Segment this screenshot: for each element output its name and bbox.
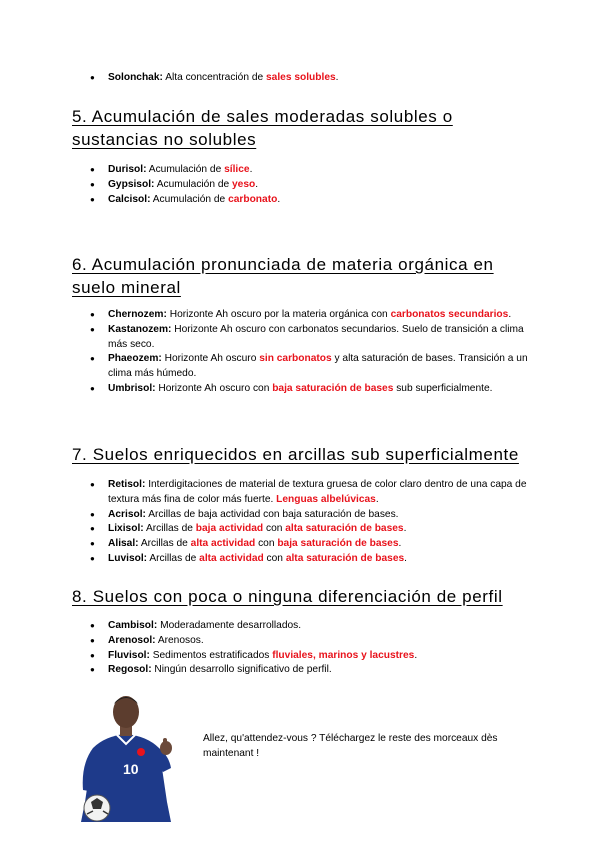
description-text: .: [375, 493, 379, 505]
description-text: con: [255, 538, 278, 550]
soil-term: Chernozem:: [108, 309, 167, 320]
download-promo-text: Allez, qu'attendez-vous ? Téléchargez le reste des morceaux dès maintenant !: [203, 733, 498, 759]
soil-list-item: [90, 508, 530, 523]
description-text: Horizonte Ah oscuro: [161, 353, 260, 365]
football-player-image: [75, 690, 177, 822]
description-text: Interdigitaciones de material de textura gruesa de color claro dentro de una capa de textura más fina de color más fuerte.: [108, 479, 527, 505]
soil-term: Umbrisol:: [108, 382, 156, 394]
description-text: Acumulación de: [146, 164, 225, 175]
description-text: Sedimentos estratificados: [149, 649, 273, 661]
soil-list-item: [90, 522, 530, 537]
soil-term: Arenosol:: [108, 634, 156, 646]
description-text: sub superficialmente.: [393, 382, 493, 394]
soil-list-item: [90, 193, 530, 208]
description-text: Horizonte Ah oscuro por la materia orgánica con: [166, 309, 391, 320]
soil-term: Phaeozem:: [108, 353, 162, 365]
highlighted-text: sílice: [224, 164, 250, 175]
soil-list-item: [90, 71, 530, 86]
description-text: Acumulación de: [150, 193, 229, 205]
description-text: Moderadamente desarrollados.: [157, 620, 302, 631]
description-text: .: [414, 649, 418, 661]
description-text: .: [403, 523, 407, 535]
description-text: Horizonte Ah oscuro con carbonatos secundarios. Suelo de transición a clima más seco.: [108, 323, 524, 350]
jersey-number: 10: [123, 761, 139, 777]
description-text: .: [255, 178, 259, 190]
soil-term: Gypsisol:: [108, 178, 155, 190]
soil-list-item: [90, 537, 530, 552]
highlighted-text: sales solubles: [266, 72, 336, 83]
description-text: con: [263, 552, 286, 564]
description-text: .: [335, 72, 339, 83]
soil-term: Lixisol:: [108, 523, 144, 535]
soil-term: Kastanozem:: [108, 323, 172, 335]
description-text: .: [404, 552, 407, 564]
list-section-6: [90, 308, 530, 397]
highlighted-text: alta actividad: [190, 538, 256, 550]
soil-term: Calcisol:: [108, 193, 151, 205]
description-text: Arcillas de: [138, 538, 191, 550]
soil-term: Fluvisol:: [108, 649, 150, 661]
list-section-8: [90, 619, 530, 678]
description-text: y alta saturación de bases. Transición a un clima más húmedo.: [108, 353, 528, 380]
description-text: .: [508, 309, 512, 320]
soil-term: Regosol:: [108, 664, 152, 676]
description-text: .: [277, 193, 281, 205]
soil-term: Retisol:: [108, 479, 146, 490]
heading-section-7: 7. Suelos enriquecidos en arcillas sub superficialmente: [72, 445, 519, 464]
heading-section-6: 6. Acumulación pronunciada de materia orgánica en suelo mineral: [72, 255, 494, 297]
description-text: .: [398, 538, 402, 550]
soil-term: Durisol:: [108, 164, 147, 175]
heading-section-5: 5. Acumulación de sales moderadas solubles o sustancias no solubles: [72, 107, 453, 149]
highlighted-text: fluviales, marinos y lacustres: [272, 649, 415, 661]
highlighted-text: alta actividad: [199, 552, 264, 564]
highlighted-text: yeso: [232, 178, 256, 190]
soil-list-item: [90, 552, 530, 567]
soil-term: Alisal:: [108, 538, 139, 550]
soil-list-item: [90, 178, 530, 193]
description-text: Horizonte Ah oscuro con: [155, 382, 273, 394]
soil-term: Luvisol:: [108, 552, 148, 564]
soil-list-item: [90, 649, 530, 664]
highlighted-text: carbonatos secundarios: [390, 309, 509, 320]
soil-list-item: [90, 663, 530, 678]
list-intro: [90, 71, 530, 86]
description-text: Ningún desarrollo significativo de perfil.: [151, 664, 332, 676]
soil-list-item: [90, 308, 530, 323]
soil-term: Cambisol:: [108, 620, 158, 631]
description-text: con: [263, 523, 286, 535]
list-section-5: [90, 163, 530, 207]
soil-term: Acrisol:: [108, 508, 146, 520]
description-text: Arenosos.: [155, 634, 204, 646]
highlighted-text: Lenguas albelúvicas: [276, 493, 376, 505]
highlighted-text: carbonato: [228, 193, 278, 205]
soil-list-item: [90, 478, 530, 508]
description-text: Acumulación de: [154, 178, 233, 190]
soil-list-item: [90, 323, 530, 353]
heading-section-8: 8. Suelos con poca o ninguna diferenciación de perfil: [72, 587, 503, 606]
highlighted-text: baja saturación de bases: [277, 538, 399, 550]
soil-list-item: [90, 382, 530, 397]
description-text: .: [249, 164, 253, 175]
description-text: Alta concentración de: [162, 72, 266, 83]
soil-list-item: [90, 163, 530, 178]
highlighted-text: alta saturación de bases: [285, 523, 404, 535]
soil-term: Solonchak:: [108, 72, 163, 83]
highlighted-text: baja saturación de bases: [272, 382, 394, 394]
highlighted-text: sin carbonatos: [259, 353, 332, 365]
highlighted-text: baja actividad: [195, 523, 264, 535]
description-text: Arcillas de baja actividad con baja saturación de bases.: [145, 508, 399, 520]
highlighted-text: alta saturación de bases: [285, 552, 405, 564]
soil-list-item: [90, 352, 530, 382]
list-section-7: [90, 478, 530, 567]
soil-list-item: [90, 634, 530, 649]
soil-list-item: [90, 619, 530, 634]
description-text: Arcillas de: [147, 552, 200, 564]
description-text: Arcillas de: [143, 523, 196, 535]
